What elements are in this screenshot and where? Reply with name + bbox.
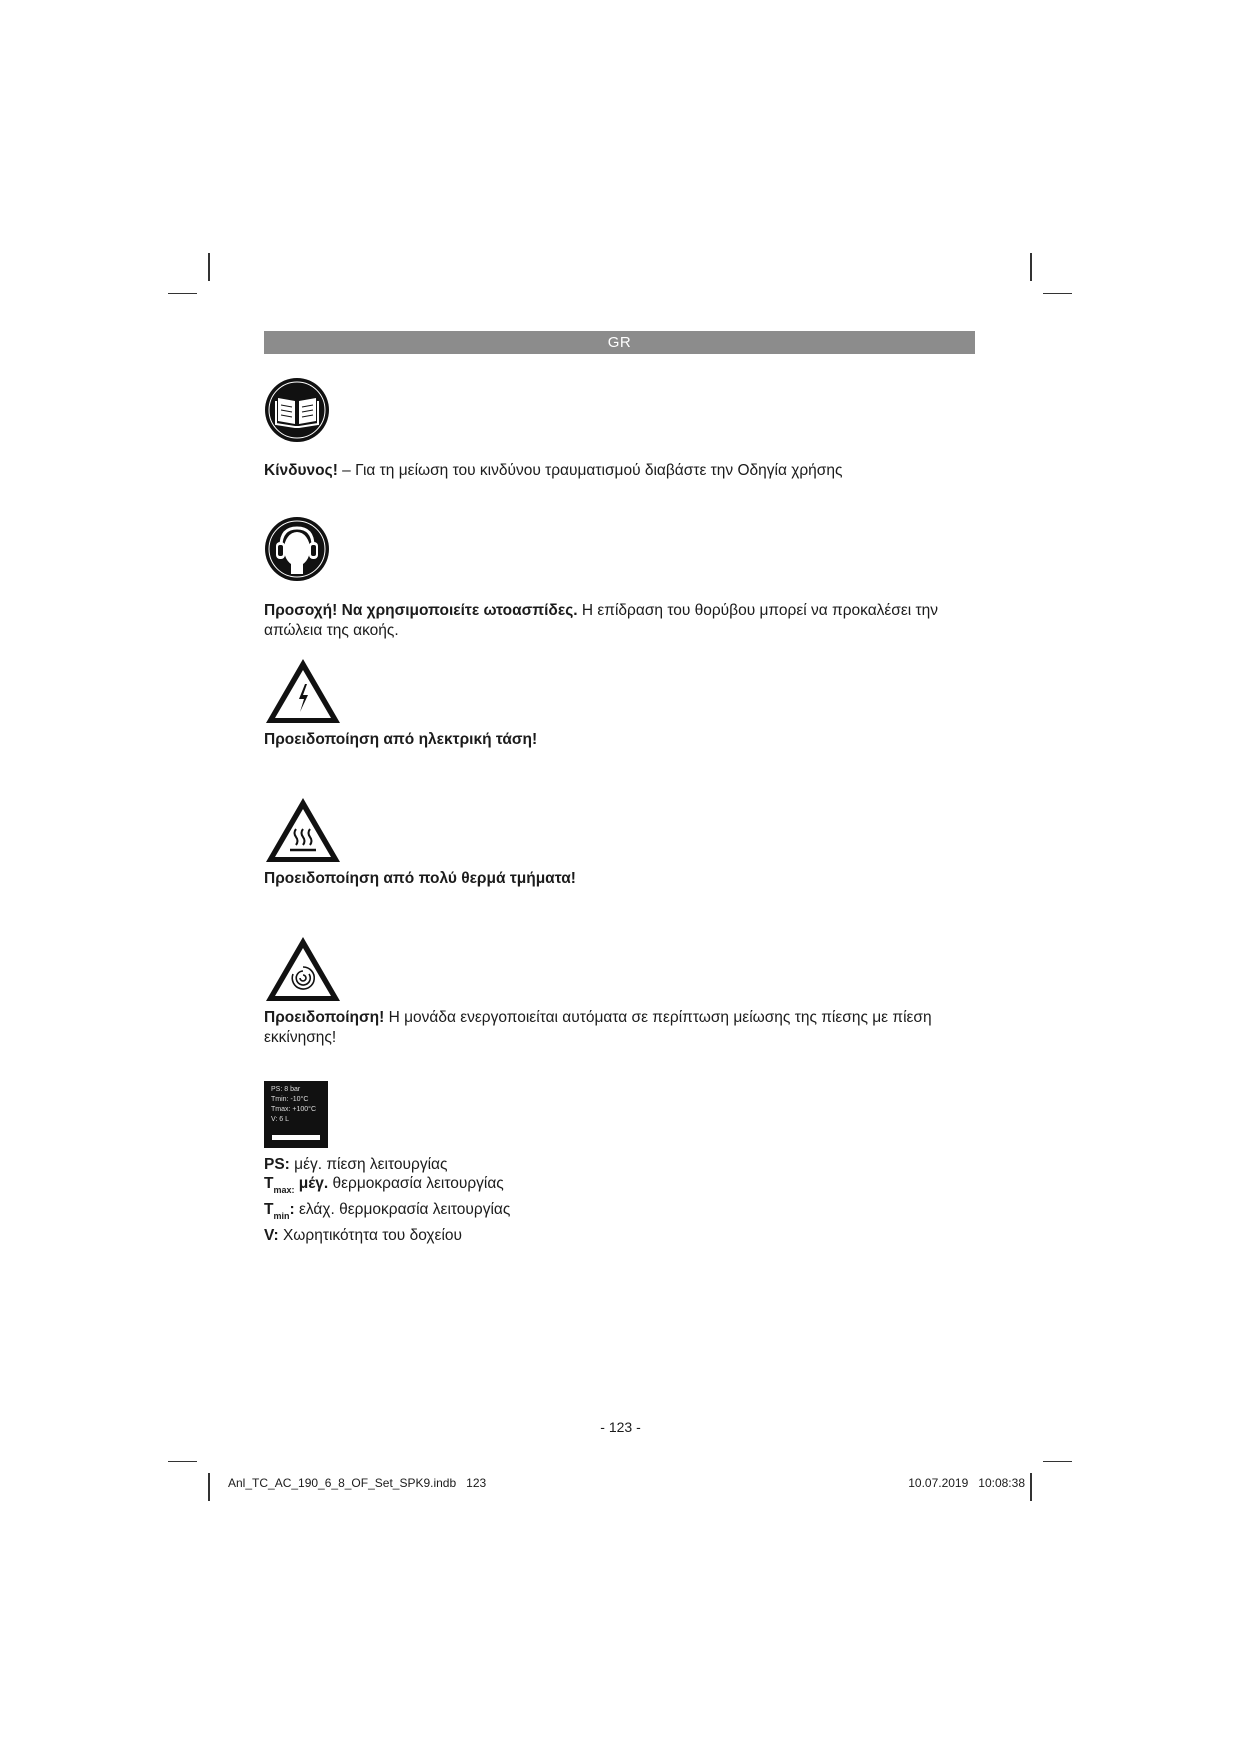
warning-text: Προειδοποίηση από ηλεκτρική τάση! xyxy=(264,731,538,748)
rating-label-section xyxy=(264,1081,984,1245)
crop-mark xyxy=(1043,293,1072,294)
legend-row-v: V: Χωρητικότητα του δοχείου xyxy=(264,1227,463,1244)
language-header-bar: GR xyxy=(264,331,975,354)
crop-mark xyxy=(168,1461,197,1462)
rating-label-image xyxy=(264,1081,328,1148)
automatic-start-warning-icon xyxy=(264,934,334,1004)
crop-mark xyxy=(208,253,210,281)
rating-label-bar xyxy=(272,1135,320,1140)
warning-text: Προειδοποίηση από πολύ θερμά τμήματα! xyxy=(264,870,576,887)
electric-voltage-warning-icon xyxy=(264,656,334,726)
rating-label-line: PS: 8 bar xyxy=(271,1086,301,1093)
legend-row-tmin: $T_{min}$: ελάχ. θερμοκρασία λειτουργίας xyxy=(264,1201,511,1221)
hot-surface-warning-icon xyxy=(264,795,334,865)
crop-mark xyxy=(1030,1473,1032,1501)
warning-section-hot-surface xyxy=(264,795,984,889)
warning-section-automatic-start xyxy=(264,934,984,1048)
warning-section-electric-voltage xyxy=(264,656,984,750)
crop-mark xyxy=(1043,1461,1072,1462)
ear-protection-icon xyxy=(264,516,334,586)
rating-label-line: Tmax: +100°C xyxy=(271,1106,317,1113)
rating-label-line: Tmin: -10°C xyxy=(271,1096,309,1103)
warning-section-ear-protection xyxy=(264,516,984,641)
crop-mark xyxy=(168,293,197,294)
rating-legend xyxy=(264,1155,984,1245)
warning-text: Κίνδυνος! – Για τη μείωση του κινδύνου τραυματισμού διαβάστε την Οδηγία χρήσης xyxy=(264,462,843,479)
warning-text: Προειδοποίηση! Η μονάδα ενεργοποιείται αυτόματα σε περίπτωση μείωσης της πίεσης με πίεση εκκίνησης! xyxy=(264,1009,932,1046)
footer-filename: Anl_TC_AC_190_6_8_OF_Set_SPK9.indb 123 xyxy=(228,1476,487,1490)
footer-timestamp: 10.07.2019 10:08:38 xyxy=(908,1476,1025,1490)
read-manual-icon xyxy=(264,377,334,447)
page-number: - 123 - xyxy=(600,1419,641,1435)
legend-row-ps: PS: μέγ. πίεση λειτουργίας xyxy=(264,1156,448,1173)
warning-section-read-manual xyxy=(264,377,984,481)
crop-mark xyxy=(208,1473,210,1501)
legend-row-tmax: $T_{max:}$ μέγ. θερμοκρασία λειτουργίας xyxy=(264,1175,504,1195)
rating-label-line: V: 6 L xyxy=(271,1116,290,1123)
warning-text: Προσοχή! Να χρησιμοποιείτε ωτοασπίδες. Η επίδραση του θορύβου μπορεί να προκαλέσει την απώλεια της ακοής. xyxy=(264,602,939,639)
crop-mark xyxy=(1030,253,1032,281)
